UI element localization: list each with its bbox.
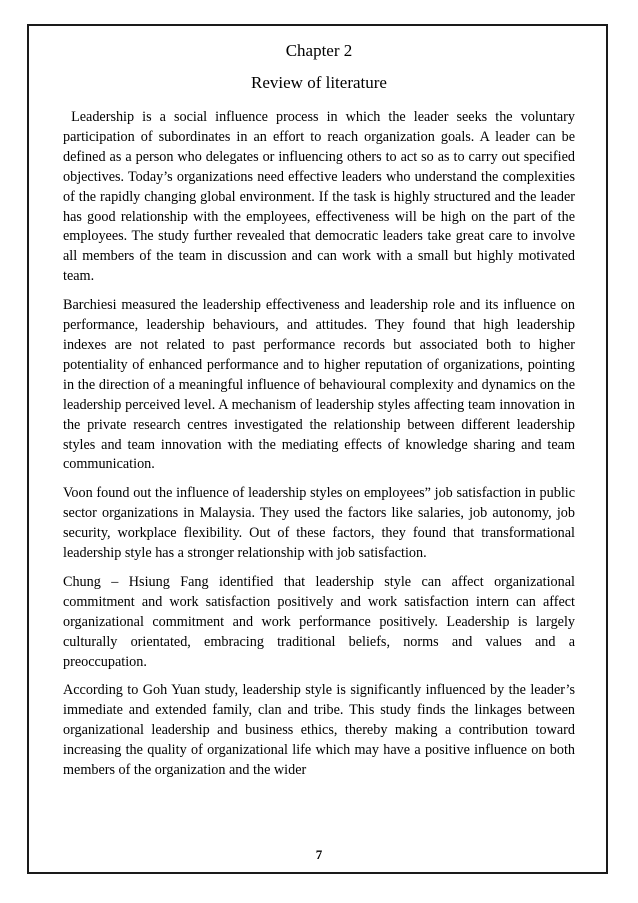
paragraph-goh-yuan: According to Goh Yuan study, leadership style is significantly influenced by the leader’s immediate and extended family, clan and tribe. This study finds the linkages between organizational leadership and business ethics, thereby making a contribution toward increasing the quality of organizational life which may have a positive influence on both members of the organization and the wider: [63, 682, 575, 779]
paragraph-voon: Voon found out the influence of leadership styles on employees” job satisfaction in public sector organizations in Malaysia. They used the factors like salaries, job autonomy, job security, workplace flexibility. Out of these factors, they found that transformational leadership style has a stronger relationship with job satisfaction.: [63, 485, 575, 562]
chapter-heading: Chapter 2: [285, 41, 353, 60]
page-content: [63, 40, 579, 790]
paragraph-leadership-definition: Leadership is a social influence process in which the leader seeks the voluntary participation of subordinates in an effort to reach organization goals. A leader can be defined as a person who delegates or influencing others to act so as to carry out specified objectives. Today’s organizations need effective leaders who understand the complexities of the rapidly changing global environment. If the task is highly structured and the leader has good relationship with the employees, effectiveness will be high on the part of the employees. The study further revealed that democratic leaders take great care to involve all members of the team in discussion and can work with a small but highly motivated team.: [63, 109, 579, 285]
paragraph-chung-hsiung-fang: Chung – Hsiung Fang identified that leadership style can affect organizational commitment and work satisfaction positively and work satisfaction intern can affect organizational commitment and work performance positively. Leadership is largely culturally orientated, embracing traditional beliefs, norms and values and a preoccupation.: [63, 573, 575, 670]
paragraph-barchiesi: Barchiesi measured the leadership effectiveness and leadership role and its influence on performance, leadership behaviours, and attitudes. They found that high leadership indexes are not related to past performance records but associated both to higher potentiality of enhanced performance and to higher reputation of organizations, pointing in the direction of a meaningful influence of behavioural complexity and dynamics on the leadership perceived level. A mechanism of leadership styles affecting team innovation in the private research centres investigated the relationship between different leadership styles and team innovation with the mediating effects of knowledge sharing and team communication.: [63, 297, 575, 473]
page-number: 7: [315, 847, 323, 862]
section-title: Review of literature: [251, 73, 387, 92]
